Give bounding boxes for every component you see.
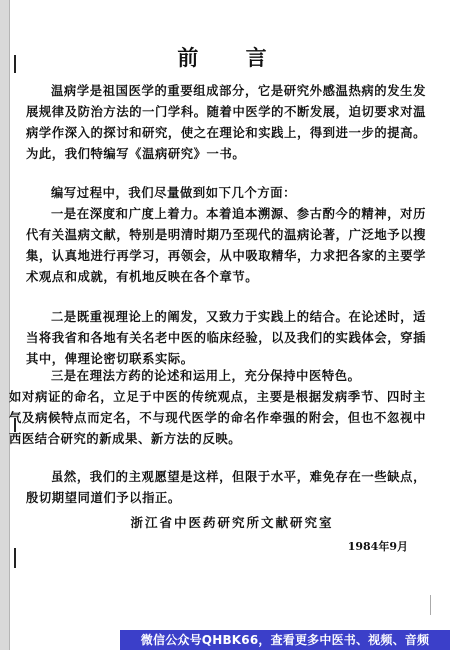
paragraph-aspect-3-cont: 如对病证的命名，立足于中医的传统观点，主要是根据发病季节、四时主气及病候特点而定名，不与现代医学的命名作牵强的附会，但也不忽视中西医结合研究的新成果、新方法的反映。 [9,389,426,446]
paragraph-closing: 虽然，我们的主观愿望是这样，但限于水平，难免存在一些缺点，殷切期望同道们予以指正。 [26,469,426,505]
viewer-left-bar [0,0,9,650]
paragraph-aspect-3: 三是在理法方药的论述和运用上，充分保持中医特色。 [51,368,361,383]
paragraph-aspects-lead: 编写过程中，我们尽量做到如下几个方面： [51,185,297,200]
author-organization: 浙江省中医药研究所文献研究室 [130,515,334,530]
paragraph-intro: 温病学是祖国医学的重要组成部分，它是研究外感温热病的发生发展规律及防治方法的一门学科。随着中医学的不断发展，迫切要求对温病学作深入的探讨和研究，使之在理论和实践上，得到进一步的提高。为此，我们特编写《温病研究》一书。 [26,83,426,161]
paragraph-aspect-2: 二是既重视理论上的阐发，又致力于实践上的结合。在论述时，适当将我省和各地有关名老中医的临床经验，以及我们的实践体会，穿插其中，俾理论密切联系实际。 [26,309,426,366]
paragraph-aspect-1: 一是在深度和广度上着力。本着追本溯源、参古酌今的精神，对历代有关温病文献，特别是明清时期乃至现代的温病论著，广泛地予以搜集，认真地进行再学习，再领会，从中吸取精华，力求把各家的主要学术观点和成就，有机地反映在各个章节。 [26,206,426,284]
publication-date: 1984年9月 [347,540,408,553]
page-title: 前 言 [177,45,287,70]
document-page [9,0,438,650]
viewer-left-rule [9,0,10,650]
scan-edge-mark [14,55,16,73]
scan-edge-mark [14,548,16,568]
wechat-promo-banner: 微信公众号QHBK66，查看更多中医书、视频、音频 [120,630,450,650]
page-edge-mark [430,595,431,615]
